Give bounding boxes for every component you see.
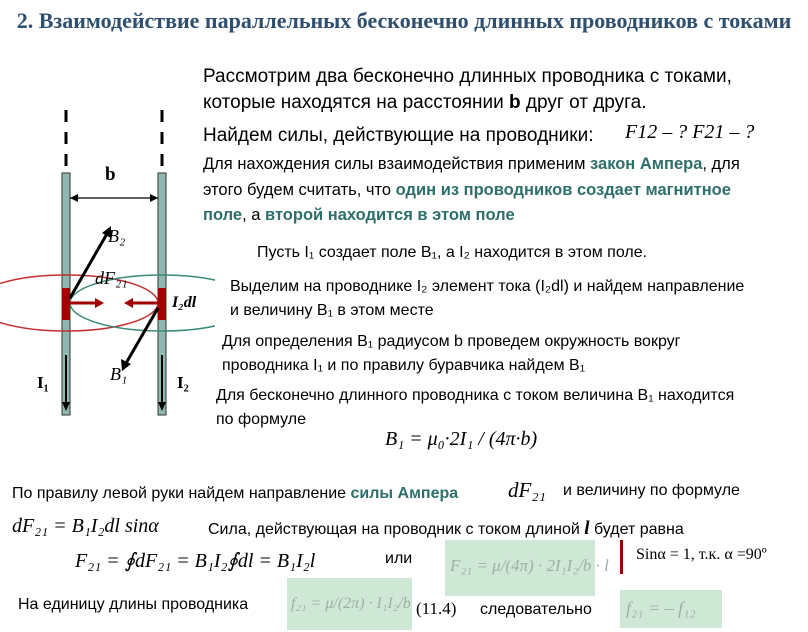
step-3-line-1: Для определения B₁ радиусом b проведем окружность вокруг	[222, 333, 681, 350]
label-b: b	[105, 164, 116, 185]
ampere-line-2	[203, 181, 731, 200]
distance-arrow-left	[70, 194, 78, 202]
intro-line-2-text: которые находятся на расстоянии	[203, 92, 510, 113]
intro-line-3: Найдем силы, действующие на проводники:	[203, 125, 594, 146]
label-b2: B₂	[108, 226, 126, 246]
ampere-force-term: силы Ампера	[350, 485, 459, 502]
equation-number: (11.4)	[416, 599, 457, 618]
distance-arrow-right	[150, 194, 158, 202]
label-df21: dF₂₁	[95, 268, 128, 288]
step-4-line-2: по формуле	[216, 411, 307, 428]
formula-df21: dF₂₁ = B₁I₂dl sinα	[12, 515, 159, 537]
therefore-text: следовательно	[480, 601, 592, 618]
formula-f21-integral: F₂₁ = ∮dF₂₁ = B₁I₂∮dl = B₁I₂l	[75, 550, 316, 572]
b1-vector	[125, 308, 158, 365]
current-element-2	[158, 288, 166, 320]
ampere-second: второй находится в этом поле	[265, 206, 515, 224]
forces-question: F12 – ? F21 – ?	[625, 121, 755, 143]
per-unit-text: На единицу длины проводника	[18, 596, 249, 613]
ampere-one-creates: один из проводников создает магнитное	[395, 181, 731, 199]
separator-bar	[620, 540, 623, 574]
step-4-line-1: Для бесконечно длинного проводника с током величина B₁ находится	[216, 387, 735, 404]
force-length-a: Сила, действующая на проводник с током длиной	[208, 521, 585, 538]
df21-symbol: dF₂₁	[508, 478, 546, 502]
formula-f21: f₂₁ = μ/(2π) · I₁I₂/b	[291, 595, 411, 612]
ampere-line-1	[203, 155, 740, 174]
current-element-1	[62, 288, 70, 320]
ampere-line-3	[203, 206, 515, 225]
force-length-l: l	[584, 518, 590, 539]
left-hand-text: По правилу левой руки найдем направление	[12, 485, 351, 502]
step-2-line-2: и величину B₁ в этом месте	[230, 302, 434, 319]
force-length-text	[208, 518, 684, 540]
force-length-b: будет равна	[589, 521, 684, 538]
label-i1: I₁	[37, 373, 49, 392]
intro-line-1: Рассмотрим два бесконечно длинных проводника с токами,	[203, 66, 732, 87]
magnitude-text: и величину по формуле	[563, 482, 740, 499]
label-i2dl: I₂dl	[172, 294, 197, 311]
label-i2: I₂	[177, 373, 189, 392]
formula-relation: f₂₁ = – f₁₂	[626, 598, 696, 618]
formula-b1: B₁ = μ₀·2I₁ / (4π·b)	[385, 428, 538, 450]
ampere-text-4: , а	[242, 206, 266, 224]
intro-b: b	[509, 92, 521, 113]
ampere-text-2: , для	[702, 155, 740, 173]
step-2-line-1: Выделим на проводнике I₂ элемент тока (I₂dl) и найдем направление	[230, 278, 745, 295]
or-text: или	[385, 550, 413, 567]
sin-note: Sinα = 1, т.к. α =90º	[636, 546, 767, 563]
formula-f21-alt: F₂₁ = μ/(4π) · 2I₁I₂/b · l	[450, 556, 609, 575]
ampere-field: поле	[203, 206, 243, 224]
page-title: 2. Взаимодействие параллельных бесконечно длинных проводников с токами	[16, 8, 792, 33]
intro-line-2	[203, 92, 647, 114]
left-hand-rule	[12, 485, 458, 503]
ampere-text-3: этого будем считать, что	[203, 181, 396, 199]
intro-line-2-end: друг от друга.	[520, 92, 647, 113]
ampere-text-1: Для нахождения силы взаимодействия применим	[203, 155, 591, 173]
label-b1: B₁	[110, 364, 128, 384]
step-3-line-2: проводника I₁ и по правилу буравчика найдем B₁	[222, 357, 586, 374]
step-1: Пусть I₁ создает поле B₁, а I₂ находится в этом поле.	[257, 244, 648, 261]
ampere-law-term: закон Ампера	[590, 155, 703, 173]
